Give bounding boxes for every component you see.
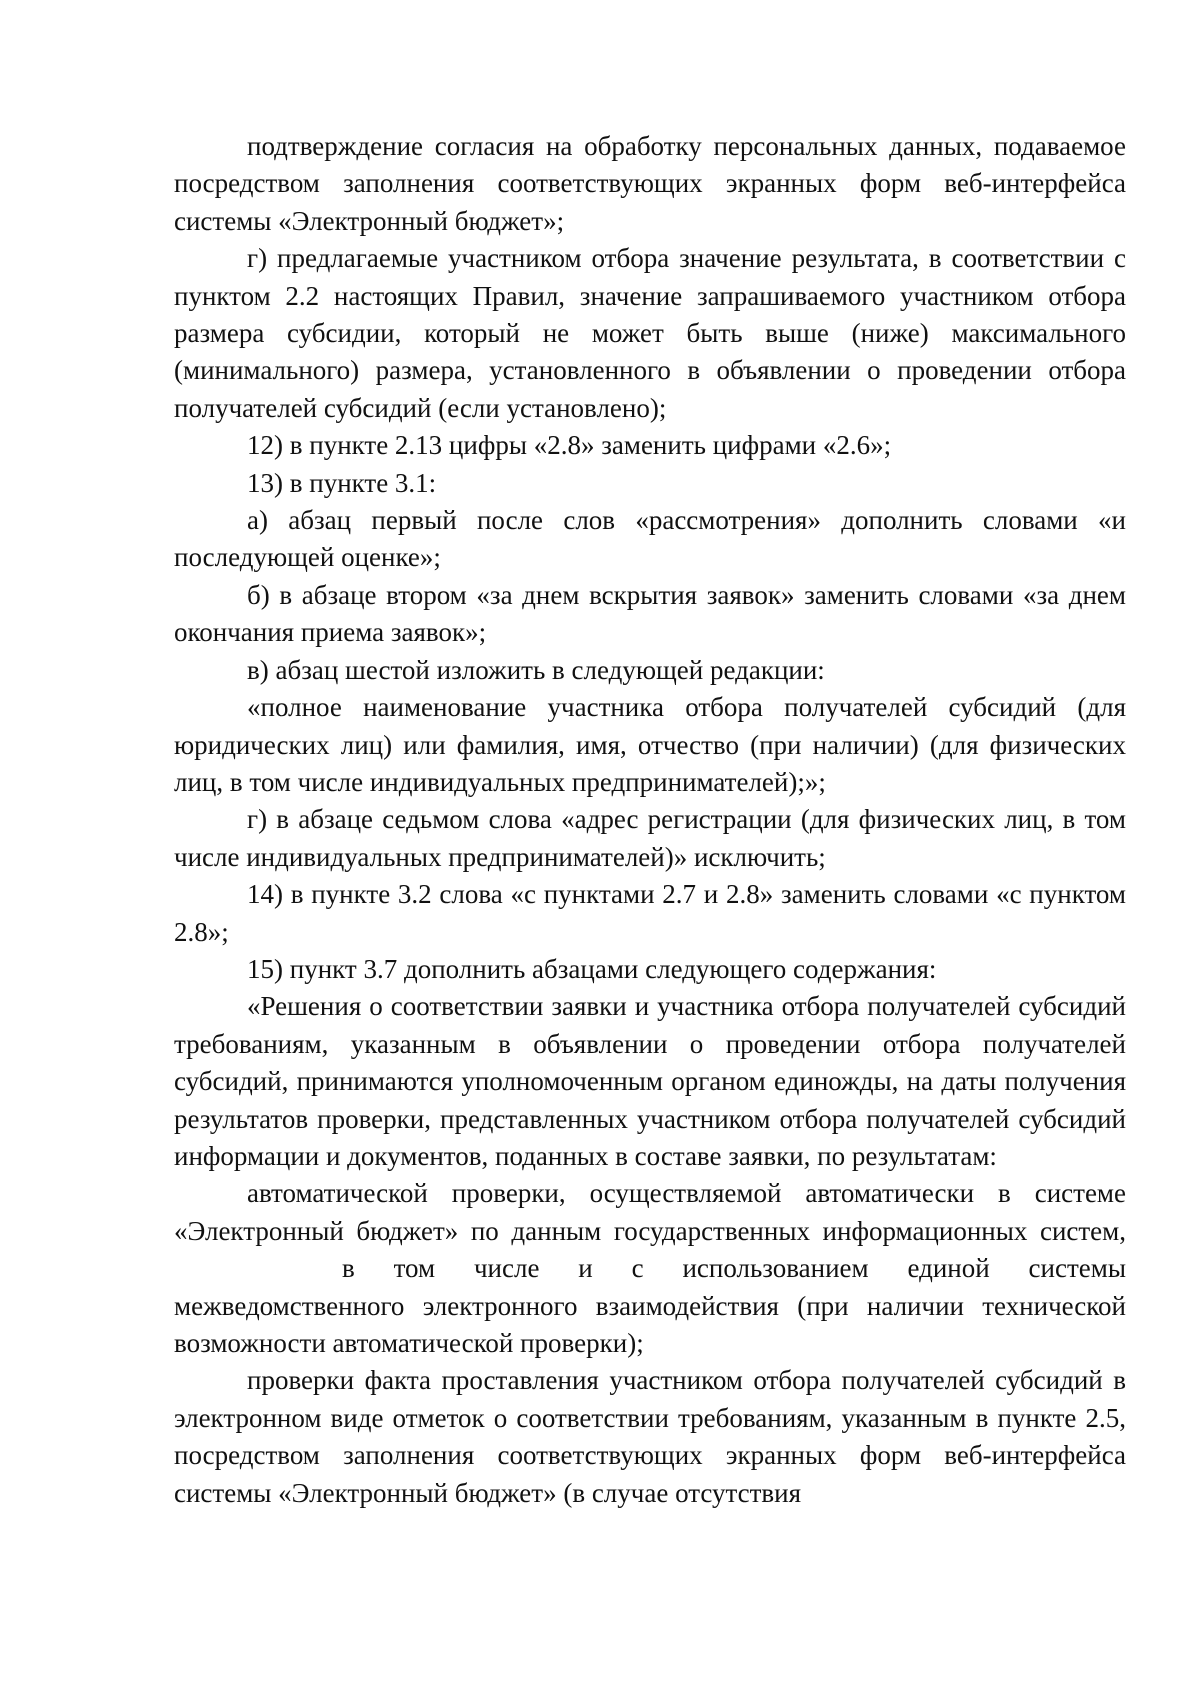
paragraph-item-13: 13) в пункте 3.1: — [247, 467, 437, 498]
paragraph-item-13-a: а) абзац первый после слов «рассмотрения» дополнить словами «и последующей оценке»; — [174, 505, 1126, 573]
paragraph-consent-confirmation: подтверждение согласия на обработку персональных данных, подаваемое посредством заполнения соответствующих экранных форм веб-интерфейса системы «Электронный бюджет»; — [174, 131, 1126, 236]
automatic-check-text-after: в том числе и с использованием единой системы межведомственного электронного взаимодействия (при наличии технической возможности автоматической проверки); — [174, 1253, 1126, 1358]
paragraph-item-15: 15) пункт 3.7 дополнить абзацами следующего содержания: — [247, 953, 937, 984]
paragraph-automatic-check — [174, 1175, 1126, 1362]
automatic-check-text-before: автоматической проверки, осуществляемой автоматически в системе «Электронный бюджет» по данным государственных информационных систем, — [174, 1178, 1126, 1246]
paragraph-item-13-v: в) абзац шестой изложить в следующей редакции: — [247, 654, 825, 685]
paragraph-marks-check: проверки факта проставления участником отбора получателей субсидий в электронном виде отметок о соответствии требованиям, указанным в пункте 2.5, посредством заполнения соответствующих экранных форм веб-интерфейса системы «Электронный бюджет» (в случае отсутствия — [174, 1365, 1126, 1508]
paragraph-full-name-quote: «полное наименование участника отбора получателей субсидий (для юридических лиц) или фамилия, имя, отчество (при наличии) (для физических лиц, в том числе индивидуальных предпринимателей);»; — [174, 692, 1126, 797]
paragraph-item-14: 14) в пункте 3.2 слова «с пунктами 2.7 и 2.8» заменить словами «с пунктом 2.8»; — [174, 879, 1126, 947]
document-body — [174, 128, 1126, 1512]
paragraph-decisions-quote: «Решения о соответствии заявки и участника отбора получателей субсидий требованиям, указанным в объявлении о проведении отбора получателей субсидий, принимаются уполномоченным органом единожды, на даты получения результатов проверки, представленных участником отбора получателей субсидий информации и документов, поданных в составе заявки, по результатам: — [174, 991, 1126, 1171]
paragraph-item-12: 12) в пункте 2.13 цифры «2.8» заменить цифрами «2.6»; — [247, 430, 892, 461]
paragraph-item-13-b: б) в абзаце втором «за днем вскрытия заявок» заменить словами «за днем окончания приема заявок»; — [174, 579, 1126, 648]
paragraph-item-g-result-value: г) предлагаемые участником отбора значение результата, в соответствии с пунктом 2.2 настоящих Правил, значение запрашиваемого участником отбора размера субсидии, который не может быть выше (ниже) максимального (минимального) размера, установленного в объявлении о проведении отбора получателей субсидий (если установлено); — [174, 243, 1126, 423]
paragraph-item-13-g: г) в абзаце седьмом слова «адрес регистрации (для физических лиц, в том числе индивидуальных предпринимателей)» исключить; — [174, 804, 1126, 872]
